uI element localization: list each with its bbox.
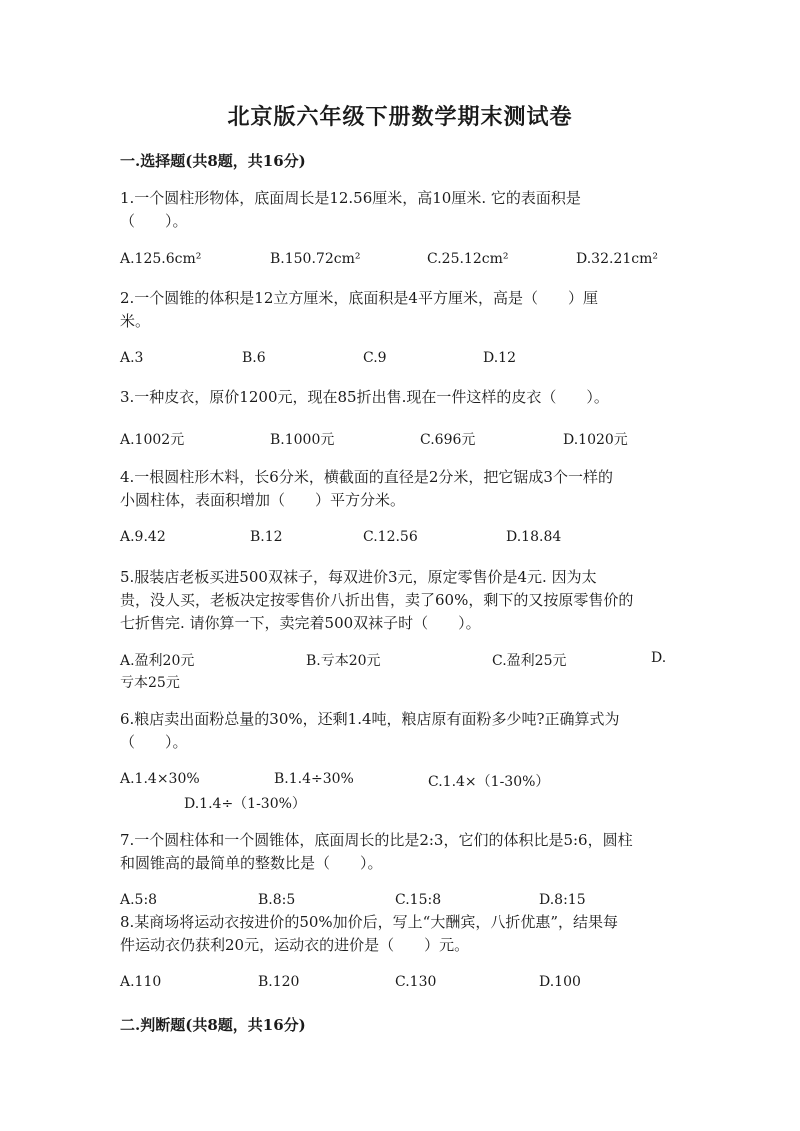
option-d: D. bbox=[651, 650, 667, 666]
option-b: B.12 bbox=[250, 529, 283, 545]
option-b: B.120 bbox=[258, 974, 300, 990]
option-b: B.1000元 bbox=[270, 432, 335, 448]
question-2 bbox=[120, 287, 680, 333]
option-a: A.3 bbox=[120, 350, 144, 366]
question-line: 件运动衣仍获利20元，运动衣的进价是（ ）元。 bbox=[120, 936, 470, 954]
question-1 bbox=[120, 187, 680, 233]
option-d: D.1020元 bbox=[563, 432, 628, 448]
option-c: C.130 bbox=[395, 974, 437, 990]
question-line: 1.一个圆柱形物体，底面周长是12.56厘米，高10厘米. 它的表面积是 bbox=[120, 189, 581, 207]
section-heading-choice: 一.选择题(共8题，共16分) bbox=[120, 152, 306, 170]
option-d: D.32.21cm² bbox=[576, 251, 658, 267]
option-c: C.1.4×（1-30%） bbox=[428, 774, 550, 790]
option-a: A.110 bbox=[120, 974, 162, 990]
question-line: 4.一根圆柱形木料，长6分米，横截面的直径是2分米，把它锯成3个一样的 bbox=[120, 468, 613, 486]
section-heading-judgement: 二.判断题(共8题，共16分) bbox=[120, 1016, 306, 1034]
option-a: A.125.6cm² bbox=[120, 251, 202, 267]
question-7 bbox=[120, 829, 680, 875]
option-b: B.8:5 bbox=[258, 892, 296, 908]
option-a: A.9.42 bbox=[120, 529, 166, 545]
question-line: 8.某商场将运动衣按进价的50%加价后，写上“大酬宾，八折优惠”，结果每 bbox=[120, 913, 618, 931]
question-3 bbox=[120, 386, 680, 409]
option-a: A.1002元 bbox=[120, 432, 185, 448]
option-c: C.盈利25元 bbox=[492, 653, 567, 669]
question-line: 7.一个圆柱体和一个圆锥体，底面周长的比是2:3，它们的体积比是5:6，圆柱 bbox=[120, 831, 633, 849]
option-d: D.12 bbox=[483, 350, 516, 366]
option-c: C.696元 bbox=[420, 432, 476, 448]
option-c: C.12.56 bbox=[363, 529, 418, 545]
option-d: D.18.84 bbox=[506, 529, 562, 545]
option-d: D.8:15 bbox=[539, 892, 586, 908]
question-8 bbox=[120, 911, 680, 957]
option-c: C.9 bbox=[363, 350, 387, 366]
option-d-text: 亏本25元 bbox=[120, 675, 180, 691]
question-line: 2.一个圆锥的体积是12立方厘米，底面积是4平方厘米，高是（ ）厘 bbox=[120, 289, 598, 307]
question-line: 3.一种皮衣，原价1200元，现在85折出售.现在一件这样的皮衣（ ）。 bbox=[120, 388, 609, 406]
option-a: A.1.4×30% bbox=[120, 771, 200, 787]
question-line: （ ）。 bbox=[120, 212, 188, 230]
question-line: 贵，没人买，老板决定按零售价八折出售，卖了60%，剩下的又按原零售价的 bbox=[120, 591, 634, 609]
option-b: B.150.72cm² bbox=[270, 251, 361, 267]
question-6 bbox=[120, 708, 680, 754]
option-b: B.1.4÷30% bbox=[274, 771, 354, 787]
option-b: B.亏本20元 bbox=[306, 653, 381, 669]
option-a: A.盈利20元 bbox=[120, 653, 195, 669]
page-title: 北京版六年级下册数学期末测试卷 bbox=[227, 104, 573, 130]
question-line: 米。 bbox=[120, 312, 151, 330]
question-line: （ ）。 bbox=[120, 733, 188, 751]
question-line: 小圆柱体，表面积增加（ ）平方分米。 bbox=[120, 491, 406, 509]
option-c: C.15:8 bbox=[395, 892, 442, 908]
question-line: 和圆锥高的最简单的整数比是（ ）。 bbox=[120, 854, 383, 872]
option-d: D.1.4÷（1-30%） bbox=[184, 796, 306, 812]
question-line: 5.服装店老板买进500双袜子，每双进价3元，原定零售价是4元. 因为太 bbox=[120, 568, 597, 586]
question-line: 6.粮店卖出面粉总量的30%，还剩1.4吨，粮店原有面粉多少吨?正确算式为 bbox=[120, 710, 620, 728]
question-5 bbox=[120, 566, 680, 635]
question-line: 七折售完. 请你算一下，卖完着500双袜子时（ ）。 bbox=[120, 614, 481, 632]
question-4 bbox=[120, 466, 680, 512]
option-c: C.25.12cm² bbox=[427, 251, 509, 267]
option-a: A.5:8 bbox=[120, 892, 158, 908]
option-b: B.6 bbox=[242, 350, 266, 366]
option-d: D.100 bbox=[539, 974, 581, 990]
